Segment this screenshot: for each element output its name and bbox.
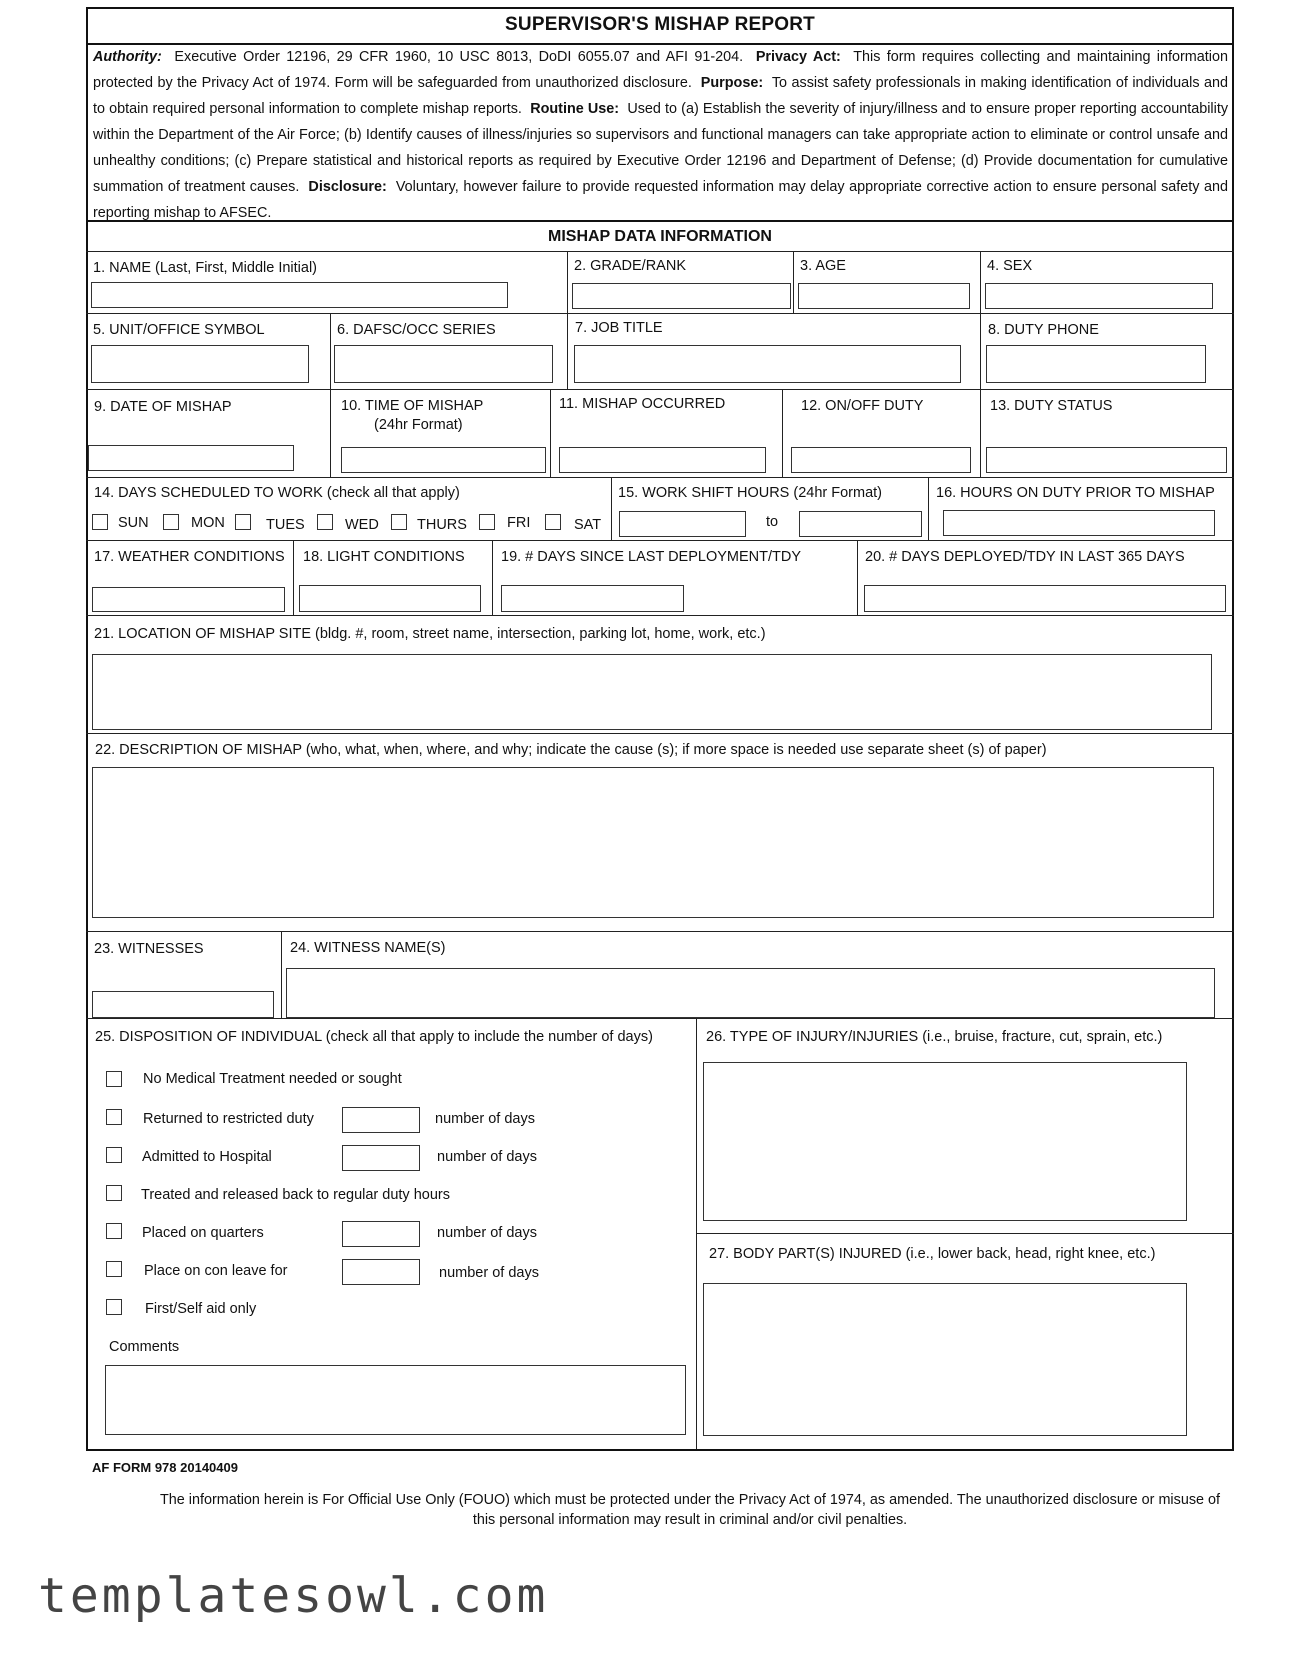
- shift-hours-label: 15. WORK SHIFT HOURS (24hr Format): [618, 485, 882, 501]
- row8-divider: [281, 931, 282, 1018]
- dafsc-label: 6. DAFSC/OCC SERIES: [337, 322, 496, 338]
- disclosure-text: Voluntary, however failure to provide requested information may delay appropriate corrective action to ensure personal safety and reporting mishap to AFSEC.: [93, 179, 1229, 221]
- row4-divider-b: [928, 477, 929, 540]
- authority-label: Authority:: [93, 49, 162, 65]
- comments-input[interactable]: [105, 1365, 686, 1435]
- hospital-days-input[interactable]: [342, 1145, 420, 1171]
- wed-checkbox[interactable]: [317, 514, 333, 530]
- disclosure-label: Disclosure:: [308, 179, 387, 195]
- location-input[interactable]: [92, 654, 1212, 730]
- row2-divider-a: [330, 313, 331, 389]
- name-label: 1. NAME (Last, First, Middle Initial): [93, 260, 317, 276]
- restricted-duty-label: Returned to restricted duty: [143, 1111, 314, 1127]
- watermark: templatesowl.com: [38, 1568, 549, 1624]
- occurred-label: 11. MISHAP OCCURRED: [559, 396, 726, 412]
- weather-label: 17. WEATHER CONDITIONS: [94, 549, 285, 565]
- witness-names-label: 24. WITNESS NAME(S): [290, 940, 446, 956]
- authority-paragraph: [93, 44, 1228, 226]
- row8-bottom: [86, 1018, 1234, 1019]
- duty-status-input[interactable]: [986, 447, 1227, 473]
- name-input[interactable]: [91, 282, 508, 308]
- privacy-text: This form requires collecting and maintaining information protected by the Privacy Act of 1974. Form will be safeguarded from unauthorized disclosure.: [93, 49, 1228, 91]
- hospital-label: Admitted to Hospital: [142, 1149, 272, 1165]
- on-off-duty-label: 12. ON/OFF DUTY: [801, 398, 924, 414]
- on-off-duty-input[interactable]: [791, 447, 971, 473]
- row5-divider-b: [492, 540, 493, 615]
- row7-bottom: [86, 931, 1234, 932]
- duty-status-label: 13. DUTY STATUS: [990, 398, 1113, 414]
- unit-input[interactable]: [91, 345, 309, 383]
- injury-divider: [696, 1233, 1234, 1234]
- form-id: AF FORM 978 20140409: [92, 1460, 238, 1475]
- date-label: 9. DATE OF MISHAP: [94, 399, 232, 415]
- days-deployed-input[interactable]: [864, 585, 1226, 612]
- date-input[interactable]: [88, 445, 294, 471]
- restricted-duty-days-input[interactable]: [342, 1107, 420, 1133]
- no-medical-label: No Medical Treatment needed or sought: [143, 1071, 402, 1087]
- routine-use-text: Used to (a) Establish the severity of injury/illness and to ensure proper reporting accountability within the Department of the Air Force; (b) Identify causes of illness/injuries so supervisors and functional managers can take appropriate action to eliminate or control unsafe and unhealthy conditions; (c) Prepare statistical and historical reports as required by Executive Order 12196 and Department of Defense; (d) Provide documentation for cumulative summation of treatment causes.: [93, 101, 1229, 195]
- row3-divider-d: [980, 389, 981, 477]
- time-format-label: (24hr Format): [374, 417, 463, 433]
- grade-input[interactable]: [572, 283, 791, 309]
- wed-label: WED: [345, 517, 379, 533]
- first-aid-label: First/Self aid only: [145, 1301, 257, 1317]
- privacy-label: Privacy Act:: [755, 49, 841, 65]
- thurs-checkbox[interactable]: [391, 514, 407, 530]
- row3-bottom: [86, 477, 1234, 478]
- sex-input[interactable]: [985, 283, 1213, 309]
- job-title-label: 7. JOB TITLE: [575, 320, 663, 336]
- injury-type-input[interactable]: [703, 1062, 1187, 1221]
- body-parts-input[interactable]: [703, 1283, 1187, 1436]
- shift-end-input[interactable]: [799, 511, 922, 537]
- mon-checkbox[interactable]: [163, 514, 179, 530]
- row2-divider-c: [980, 313, 981, 389]
- duty-phone-input[interactable]: [986, 345, 1206, 383]
- treated-released-checkbox[interactable]: [106, 1185, 122, 1201]
- shift-to-label: to: [766, 514, 779, 530]
- row4-divider-a: [611, 477, 612, 540]
- days-deployed-label: 20. # DAYS DEPLOYED/TDY IN LAST 365 DAYS: [865, 549, 1185, 565]
- witnesses-input[interactable]: [92, 991, 274, 1018]
- row2-bottom: [86, 389, 1234, 390]
- hospital-days-label: number of days: [437, 1149, 537, 1165]
- body-parts-label: 27. BODY PART(S) INJURED (i.e., lower back, head, right knee, etc.): [709, 1246, 1156, 1262]
- row1-divider-b: [793, 251, 794, 313]
- mon-label: MON: [191, 515, 225, 531]
- tues-checkbox[interactable]: [235, 514, 251, 530]
- row6-bottom: [86, 733, 1234, 734]
- days-since-deployment-input[interactable]: [501, 585, 684, 612]
- duty-phone-label: 8. DUTY PHONE: [988, 322, 1099, 338]
- section-title: MISHAP DATA INFORMATION: [548, 228, 772, 245]
- restricted-duty-checkbox[interactable]: [106, 1109, 122, 1125]
- sun-label: SUN: [118, 515, 149, 531]
- row1-bottom: [86, 313, 1234, 314]
- fouo-notice: The information herein is For Official Use Only (FOUO) which must be protected under the Privacy Act of 1974, as amended. The unauthorized disclosure or misuse of this personal information may result in criminal and/or civil penalties.: [159, 1492, 1221, 1528]
- time-input[interactable]: [341, 447, 546, 473]
- row5-divider-a: [293, 540, 294, 615]
- shift-start-input[interactable]: [619, 511, 746, 537]
- hours-on-duty-label: 16. HOURS ON DUTY PRIOR TO MISHAP: [936, 485, 1215, 501]
- job-title-input[interactable]: [574, 345, 961, 383]
- quarters-days-label: number of days: [437, 1225, 537, 1241]
- light-input[interactable]: [299, 585, 481, 612]
- no-medical-checkbox[interactable]: [106, 1071, 122, 1087]
- quarters-checkbox[interactable]: [106, 1223, 122, 1239]
- comments-label: Comments: [109, 1339, 180, 1355]
- form-title: SUPERVISOR'S MISHAP REPORT: [505, 14, 815, 35]
- purpose-text: To assist safety professionals in making identification of individuals and to obtain required personal information to complete mishap reports.: [93, 75, 1228, 117]
- grade-label: 2. GRADE/RANK: [574, 258, 686, 274]
- days-scheduled-label: 14. DAYS SCHEDULED TO WORK (check all that apply): [94, 485, 460, 501]
- witness-names-input[interactable]: [286, 968, 1215, 1018]
- sat-checkbox[interactable]: [545, 514, 561, 530]
- row5-divider-c: [857, 540, 858, 615]
- location-label: 21. LOCATION OF MISHAP SITE (bldg. #, room, street name, intersection, parking lot, home, work, etc.): [94, 626, 766, 642]
- con-leave-label: Place on con leave for: [144, 1263, 288, 1279]
- quarters-days-input[interactable]: [342, 1221, 420, 1247]
- fri-label: FRI: [507, 515, 531, 531]
- row2-divider-b: [567, 313, 568, 389]
- con-leave-checkbox[interactable]: [106, 1261, 122, 1277]
- quarters-label: Placed on quarters: [142, 1225, 264, 1241]
- days-since-deployment-label: 19. # DAYS SINCE LAST DEPLOYMENT/TDY: [501, 549, 802, 565]
- description-label: 22. DESCRIPTION OF MISHAP (who, what, when, where, and why; indicate the cause (s); if more space is needed use separate sheet (s) of paper): [95, 742, 1047, 758]
- treated-released-label: Treated and released back to regular duty hours: [141, 1187, 450, 1203]
- con-leave-days-label: number of days: [439, 1265, 539, 1281]
- tues-label: TUES: [266, 517, 305, 533]
- section-divider: [86, 251, 1234, 252]
- authority-divider: [86, 220, 1234, 222]
- row5-bottom: [86, 615, 1234, 616]
- light-label: 18. LIGHT CONDITIONS: [303, 549, 465, 565]
- injury-type-label: 26. TYPE OF INJURY/INJURIES (i.e., bruise, fracture, cut, sprain, etc.): [706, 1029, 1163, 1045]
- authority-text: Executive Order 12196, 29 CFR 1960, 10 USC 8013, DoDI 6055.07 and AFI 91-204.: [174, 49, 744, 65]
- description-input[interactable]: [92, 767, 1214, 918]
- routine-use-label: Routine Use:: [530, 101, 620, 117]
- time-label: 10. TIME OF MISHAP: [341, 398, 484, 414]
- hospital-checkbox[interactable]: [106, 1147, 122, 1163]
- row3-divider-a: [330, 389, 331, 477]
- hours-on-duty-input[interactable]: [943, 510, 1215, 536]
- weather-input[interactable]: [92, 587, 285, 612]
- witnesses-label: 23. WITNESSES: [94, 941, 204, 957]
- row4-bottom: [86, 540, 1234, 541]
- con-leave-days-input[interactable]: [342, 1259, 420, 1285]
- restricted-duty-days-label: number of days: [435, 1111, 535, 1127]
- sun-checkbox[interactable]: [92, 514, 108, 530]
- row1-divider-c: [980, 251, 981, 313]
- sat-label: SAT: [574, 517, 602, 533]
- row3-divider-b: [550, 389, 551, 477]
- purpose-label: Purpose:: [700, 75, 764, 91]
- first-aid-checkbox[interactable]: [106, 1299, 122, 1315]
- dafsc-input[interactable]: [334, 345, 553, 383]
- occurred-input[interactable]: [559, 447, 766, 473]
- disposition-label: 25. DISPOSITION OF INDIVIDUAL (check all that apply to include the number of days): [95, 1029, 653, 1045]
- age-label: 3. AGE: [800, 258, 846, 274]
- row3-divider-c: [782, 389, 783, 477]
- age-input[interactable]: [798, 283, 970, 309]
- sex-label: 4. SEX: [987, 258, 1033, 274]
- unit-label: 5. UNIT/OFFICE SYMBOL: [93, 322, 265, 338]
- fri-checkbox[interactable]: [479, 514, 495, 530]
- row1-divider-a: [567, 251, 568, 313]
- thurs-label: THURS: [417, 517, 467, 533]
